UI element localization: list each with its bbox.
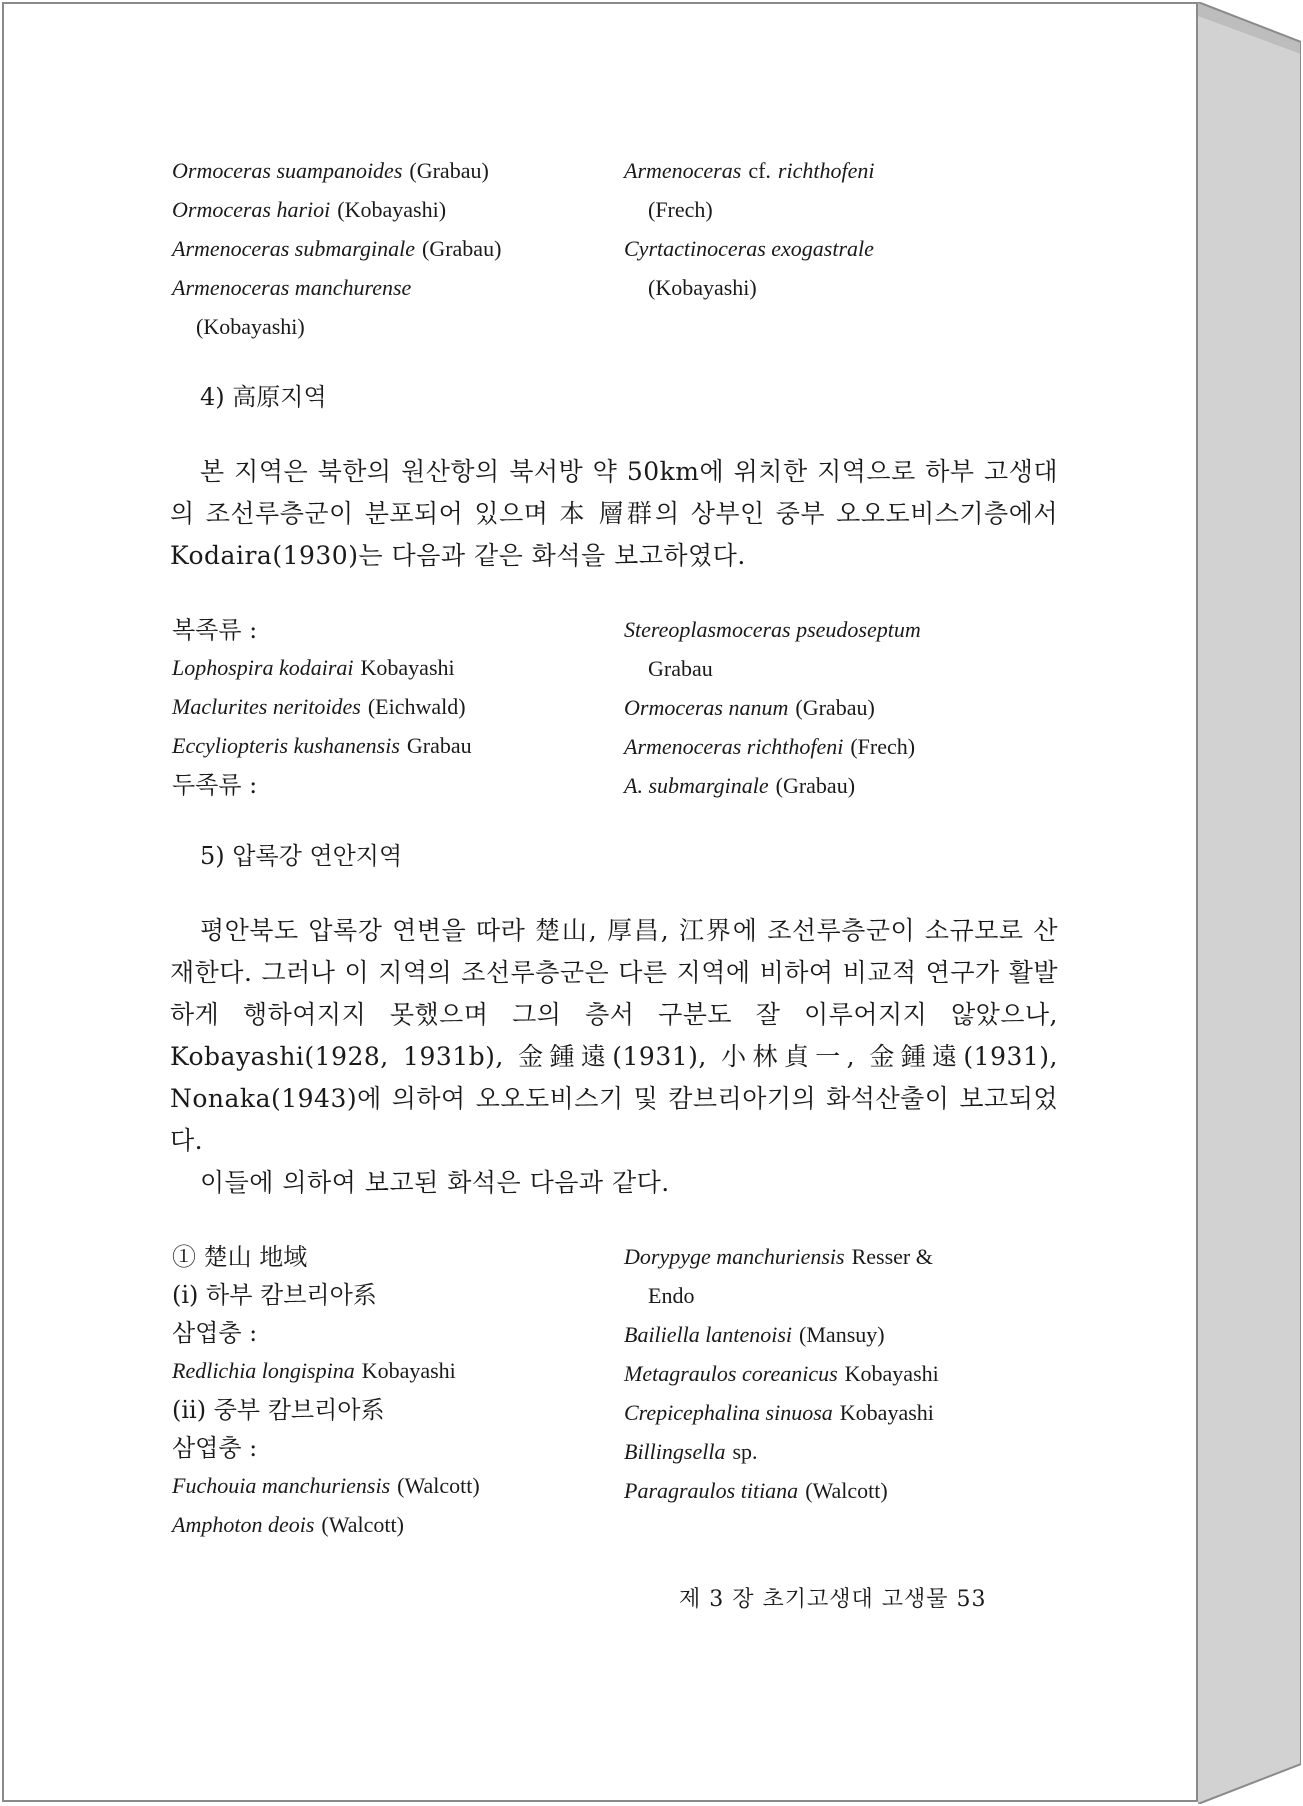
fossil-entry [172, 1467, 624, 1506]
fossil-entry [172, 152, 624, 191]
fossil-entry [624, 1316, 1052, 1355]
list-label [172, 1276, 624, 1314]
fossil-list-2-left [172, 611, 624, 806]
fossil-list-3-left [172, 1238, 624, 1545]
fossil-entry [624, 728, 1052, 767]
section-4-paragraph [170, 451, 1058, 577]
species-name: Eccyliopteris kushanensis [172, 733, 400, 758]
fossil-entry [624, 269, 1052, 308]
fossil-entry [624, 611, 1052, 650]
section-4-heading: 4) 高原지역 [200, 383, 327, 411]
author-name: Kobayashi [361, 1358, 456, 1383]
list-label-text: (i) 하부 캄브리아系 [172, 1281, 377, 1309]
fossil-entry [172, 191, 624, 230]
author-name: (Mansuy) [799, 1322, 885, 1347]
species-name: Paragraulos titiana [624, 1478, 799, 1503]
author-name: (Grabau) [795, 695, 875, 720]
species-name: Lophospira kodairai [172, 655, 354, 680]
author-name: (Frech) [648, 197, 713, 222]
species-name: Armenoceras submarginale [172, 236, 415, 261]
fossil-list-3 [172, 1238, 1052, 1545]
fossil-list-1-left [172, 152, 624, 347]
section-5-text-1: 평안북도 압록강 연변을 따라 楚山, 厚昌, 江界에 조선루층군이 소규모로 산재한다. 그러나 이 지역의 조선루층군은 다른 지역에 비하여 비교적 연구가 활발하게 행하여지지 못했으며 그의 층서 구분도 잘 이루어지지 않았으나, Kobayashi(1928, 1931b), 金鍾遠(1931), 小林貞一, 金鍾遠(1931), Nonaka(1943)에 의하여 오오도비스기 및 캄브리아기의 화석산출이 보고되었다. [170, 916, 1058, 1155]
list-label [172, 1391, 624, 1429]
species-name: Stereoplasmoceras pseudoseptum [624, 617, 921, 642]
fossil-entry [624, 1472, 1052, 1511]
page-content [170, 152, 1058, 1545]
author-name: (Grabau) [409, 158, 489, 183]
species-name: Dorypyge manchuriensis [624, 1244, 845, 1269]
author-name: (Walcott) [397, 1473, 480, 1498]
fossil-entry [172, 1352, 624, 1391]
species-name: Amphoton deois [172, 1512, 315, 1537]
list-label-text: (ii) 중부 캄브리아系 [172, 1396, 385, 1424]
fossil-entry [172, 688, 624, 727]
author-name: (Kobayashi) [337, 197, 447, 222]
fossil-entry [624, 1394, 1052, 1433]
section-4-text: 본 지역은 북한의 원산항의 북서방 약 50km에 위치한 지역으로 하부 고생대의 조선루층군이 분포되어 있으며 本 層群의 상부인 중부 오오도비스기층에서 Kodaira(1930)는 다음과 같은 화석을 보고하였다. [170, 457, 1058, 570]
fossil-entry [172, 230, 624, 269]
author-name: (Grabau) [775, 773, 856, 798]
fossil-list-1 [172, 152, 1052, 347]
species-name: Metagraulos coreanicus [624, 1361, 838, 1386]
list-label-text: 삼엽충 : [172, 1434, 258, 1462]
author-name: Resser & [851, 1244, 933, 1269]
author-name: Endo [648, 1283, 695, 1308]
fossil-entry [624, 1355, 1052, 1394]
list-label [172, 766, 624, 804]
species-name: Maclurites neritoides [172, 694, 361, 719]
fossil-entry [172, 727, 624, 766]
species-name: Fuchouia manchuriensis [172, 1473, 391, 1498]
author-name: cf. [748, 158, 771, 183]
list-label-text: ① 楚山 地域 [172, 1243, 308, 1271]
section-5-text-2: 이들에 의하여 보고된 화석은 다음과 같다. [200, 1168, 670, 1197]
fossil-entry [624, 689, 1052, 728]
list-label [172, 1238, 624, 1276]
fossil-list-3-right [624, 1238, 1052, 1545]
author-name: (Kobayashi) [648, 275, 757, 300]
fossil-list-1-right [624, 152, 1052, 347]
section-5-heading: 5) 압록강 연안지역 [200, 842, 403, 870]
author-name: (Kobayashi) [196, 314, 305, 339]
species-name: Armenoceras [624, 158, 742, 183]
fossil-entry [624, 152, 1052, 191]
author-name: Grabau [406, 733, 472, 758]
fossil-list-2 [172, 611, 1052, 806]
fossil-entry [172, 649, 624, 688]
species-name: Bailiella lantenoisi [624, 1322, 793, 1347]
species-name: Ormoceras nanum [624, 695, 789, 720]
author-name: sp. [732, 1439, 758, 1464]
author-name: (Grabau) [422, 236, 502, 261]
species-name: Billingsella [624, 1439, 726, 1464]
fossil-entry [624, 1277, 1052, 1316]
species-name: Ormoceras harioi [172, 197, 331, 222]
book-side-edge [1198, 2, 1301, 1804]
book-page [2, 2, 1198, 1802]
fossil-entry [624, 1238, 1052, 1277]
list-label-text: 복족류 : [172, 616, 258, 644]
author-name: Grabau [648, 656, 713, 681]
list-label [172, 1314, 624, 1352]
author-name: (Eichwald) [367, 694, 466, 719]
section-5-paragraph [170, 910, 1058, 1204]
fossil-entry [624, 1433, 1052, 1472]
fossil-entry [624, 230, 1052, 269]
fossil-list-2-right [624, 611, 1052, 806]
list-label [172, 1429, 624, 1467]
page-stack-shading [1198, 2, 1301, 1804]
fossil-entry [624, 650, 1052, 689]
list-label [172, 611, 624, 649]
author-name: Kobayashi [839, 1400, 934, 1425]
list-label-text: 삼엽충 : [172, 1319, 258, 1347]
species-name: Armenoceras richthofeni [624, 734, 844, 759]
fossil-entry [172, 1506, 624, 1545]
author-name: Kobayashi [844, 1361, 939, 1386]
author-name: (Frech) [850, 734, 916, 759]
species-name: A. submarginale [624, 773, 769, 798]
species-epithet: richthofeni [777, 158, 875, 183]
author-name: Kobayashi [360, 655, 455, 680]
species-name: Redlichia longispina [172, 1358, 355, 1383]
species-name: Crepicephalina sinuosa [624, 1400, 833, 1425]
page-footer: 제 3 장 초기고생대 고생물 53 [679, 1587, 987, 1612]
fossil-entry [172, 269, 624, 308]
fossil-entry [624, 191, 1052, 230]
author-name: (Walcott) [321, 1512, 404, 1537]
list-label-text: 두족류 : [172, 771, 258, 799]
author-name: (Walcott) [805, 1478, 888, 1503]
species-name: Cyrtactinoceras exogastrale [624, 236, 874, 261]
species-name: Ormoceras suampanoides [172, 158, 403, 183]
fossil-entry [172, 308, 624, 347]
fossil-entry [624, 767, 1052, 806]
species-name: Armenoceras manchurense [172, 275, 412, 300]
